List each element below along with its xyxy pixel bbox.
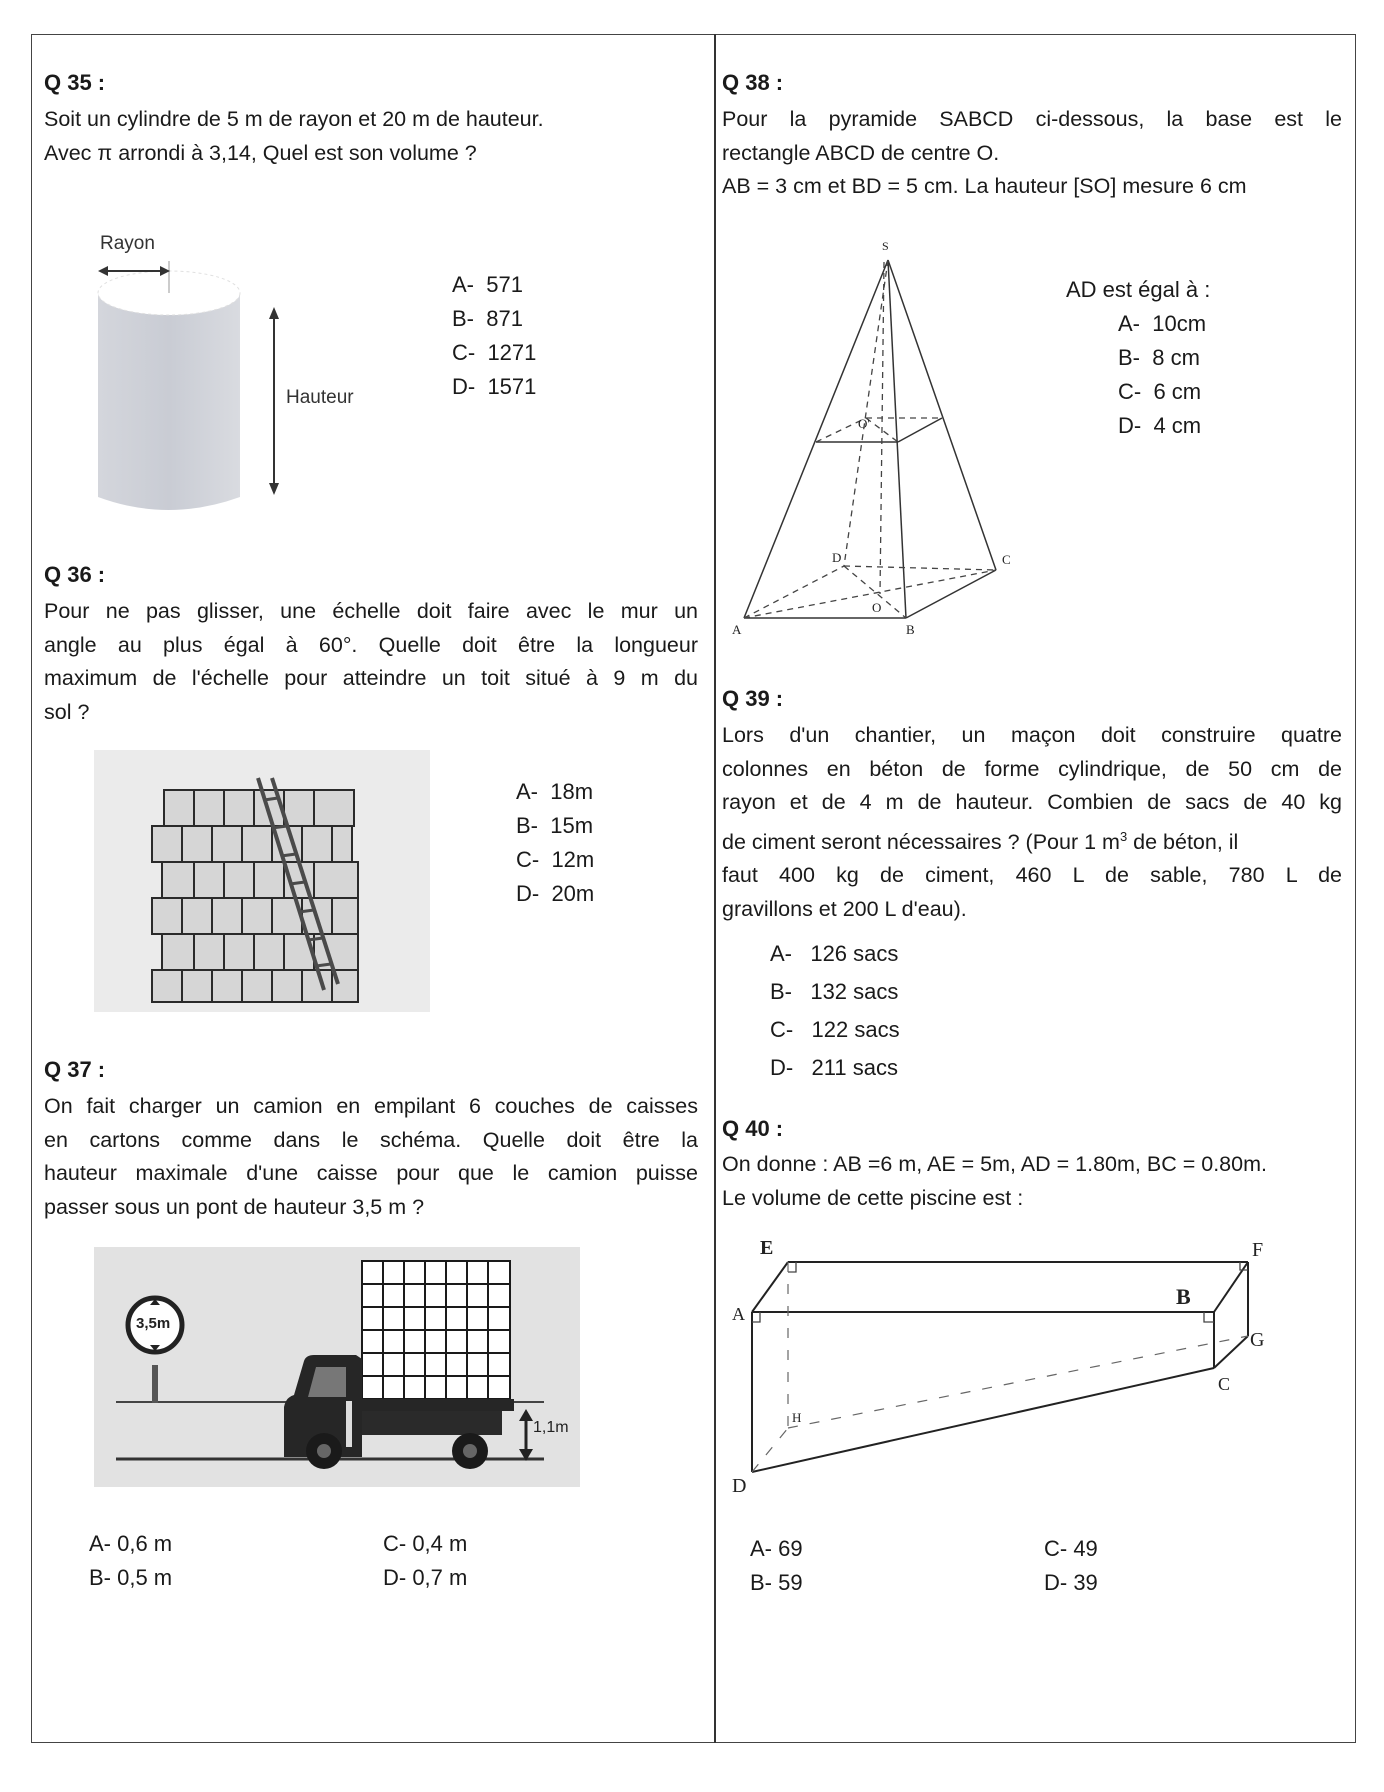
q39-option-c[interactable]: C- 122 sacs bbox=[770, 1017, 900, 1042]
q39-option-a[interactable]: A- 126 sacs bbox=[770, 941, 899, 966]
q38-text-line: AB = 3 cm et BD = 5 cm. La hauteur [SO] mesure 6 cm bbox=[722, 174, 1247, 198]
q39-superscript: 3 bbox=[1119, 828, 1128, 844]
q35-height-label: Hauteur bbox=[286, 387, 354, 408]
q39-option-b[interactable]: B- 132 sacs bbox=[770, 979, 899, 1004]
q39-text-line4-start: de ciment seront nécessaires ? (Pour 1 m bbox=[722, 829, 1120, 854]
q37-option-b[interactable]: B- 0,5 m bbox=[89, 1565, 173, 1590]
q38-option-a[interactable]: A- 10cm bbox=[1118, 311, 1207, 336]
q38-option-b[interactable]: B- 8 cm bbox=[1118, 345, 1200, 370]
svg-text:F: F bbox=[1252, 1240, 1264, 1261]
q36-title: Q 36 : bbox=[44, 562, 106, 587]
q37-option-d[interactable]: D- 0,7 m bbox=[383, 1565, 468, 1590]
q39-text-line: gravillons et 200 L d'eau). bbox=[722, 896, 967, 921]
svg-text:A: A bbox=[732, 622, 742, 637]
q39-text-line: Lors d'un chantier, un maçon doit construire quatre bbox=[722, 723, 1342, 747]
q35-text-line2: Avec π arrondi à 3,14, Quel est son volume ? bbox=[44, 141, 477, 165]
q37-option-a[interactable]: A- 0,6 m bbox=[89, 1531, 173, 1556]
q35-option-b[interactable]: B- 871 bbox=[452, 306, 523, 331]
q37-title: Q 37 : bbox=[44, 1057, 106, 1082]
q37-options-col1 bbox=[89, 1527, 172, 1595]
q38-prompt: AD est égal à : bbox=[1066, 277, 1211, 302]
q36-text-line: maximum de l'échelle pour atteindre un toit situé à 9 m du bbox=[44, 666, 698, 690]
svg-text:H: H bbox=[792, 1410, 802, 1425]
q36-option-b[interactable]: B- 15m bbox=[516, 813, 594, 838]
q39-text-line: faut 400 kg de ciment, 460 L de sable, 780 L de bbox=[722, 863, 1342, 888]
q35-options bbox=[452, 268, 536, 404]
svg-text:A: A bbox=[732, 1304, 745, 1324]
svg-text:D: D bbox=[832, 550, 842, 565]
q36-options bbox=[516, 775, 594, 911]
q36-text-line: Pour ne pas glisser, une échelle doit faire avec le mur un bbox=[44, 599, 698, 623]
q38-pyramid-figure bbox=[720, 232, 1050, 642]
q40-title: Q 40 : bbox=[722, 1116, 784, 1141]
q38-text-line: rectangle ABCD de centre O. bbox=[722, 140, 1000, 165]
q37-option-c[interactable]: C- 0,4 m bbox=[383, 1531, 468, 1556]
svg-text:C: C bbox=[1002, 552, 1011, 567]
svg-text:B: B bbox=[1176, 1284, 1191, 1309]
q36-text-line: sol ? bbox=[44, 699, 90, 724]
q40-text-line2: Le volume de cette piscine est : bbox=[722, 1186, 1024, 1210]
q38-title: Q 38 : bbox=[722, 70, 784, 95]
svg-text:B: B bbox=[906, 622, 915, 637]
q36-text-line: angle au plus égal à 60°. Quelle doit être la longueur bbox=[44, 632, 698, 657]
q37-options-col2 bbox=[383, 1527, 467, 1595]
q39-text bbox=[722, 719, 1342, 926]
q36-wall-ladder-image bbox=[94, 750, 430, 1012]
q39-title: Q 39 : bbox=[722, 686, 784, 711]
q40-options-col1 bbox=[750, 1532, 803, 1600]
q40-text-line1: On donne : AB =6 m, AE = 5m, AD = 1.80m, BC = 0.80m. bbox=[722, 1152, 1267, 1176]
q38-option-c[interactable]: C- 6 cm bbox=[1118, 379, 1202, 404]
q40-option-c[interactable]: C- 49 bbox=[1044, 1536, 1098, 1561]
q39-text-line: rayon et de 4 m de hauteur. Combien de sacs de 40 kg bbox=[722, 790, 1342, 814]
svg-text:C: C bbox=[1218, 1374, 1231, 1394]
q40-option-a[interactable]: A- 69 bbox=[750, 1536, 803, 1561]
q38-option-d[interactable]: D- 4 cm bbox=[1118, 413, 1202, 438]
q40-options-col2 bbox=[1044, 1532, 1098, 1600]
q37-height-label: 1,1m bbox=[533, 1419, 569, 1436]
q40-pool-figure bbox=[730, 1240, 1270, 1500]
q39-text-line4-end: de béton, il bbox=[1127, 829, 1239, 854]
q37-text-line: en cartons comme dans le schéma. Quelle doit être la bbox=[44, 1127, 698, 1152]
q35-cylinder-figure bbox=[80, 225, 400, 525]
q40-option-b[interactable]: B- 59 bbox=[750, 1570, 803, 1595]
q36-option-a[interactable]: A- 18m bbox=[516, 779, 594, 804]
svg-text:D: D bbox=[732, 1475, 747, 1497]
svg-text:O: O bbox=[872, 600, 882, 615]
q40-option-d[interactable]: D- 39 bbox=[1044, 1570, 1098, 1595]
q39-text-line bbox=[722, 820, 1342, 860]
q38-text bbox=[722, 103, 1342, 204]
q35-option-d[interactable]: D- 1571 bbox=[452, 374, 537, 399]
q36-option-c[interactable]: C- 12m bbox=[516, 847, 595, 872]
q35-radius-label: Rayon bbox=[100, 233, 155, 254]
q37-sign-label: 3,5m bbox=[136, 1315, 171, 1332]
q35-text-line1: Soit un cylindre de 5 m de rayon et 20 m de hauteur. bbox=[44, 107, 544, 131]
q37-text-line: hauteur maximale d'une caisse pour que le camion puisse bbox=[44, 1161, 698, 1185]
q37-text-line: passer sous un pont de hauteur 3,5 m ? bbox=[44, 1194, 425, 1219]
q38-options bbox=[1118, 307, 1206, 443]
svg-text:E: E bbox=[760, 1240, 774, 1259]
q35-option-a[interactable]: A- 571 bbox=[452, 272, 523, 297]
q37-text bbox=[44, 1090, 698, 1224]
svg-text:S: S bbox=[882, 239, 889, 253]
q36-option-d[interactable]: D- 20m bbox=[516, 881, 595, 906]
q35-option-c[interactable]: C- 1271 bbox=[452, 340, 537, 365]
q37-truck-figure bbox=[94, 1247, 580, 1487]
svg-text:O': O' bbox=[858, 416, 870, 431]
q39-options bbox=[770, 935, 900, 1087]
q36-text bbox=[44, 595, 698, 729]
q39-option-d[interactable]: D- 211 sacs bbox=[770, 1055, 898, 1080]
q38-text-line: Pour la pyramide SABCD ci-dessous, la base est le bbox=[722, 107, 1342, 131]
q37-text-line: On fait charger un camion en empilant 6 couches de caisses bbox=[44, 1094, 698, 1118]
q35-title: Q 35 : bbox=[44, 70, 106, 95]
column-divider bbox=[714, 34, 716, 1743]
svg-text:G: G bbox=[1250, 1329, 1265, 1351]
q39-text-line: colonnes en béton de forme cylindrique, de 50 cm de bbox=[722, 756, 1342, 781]
